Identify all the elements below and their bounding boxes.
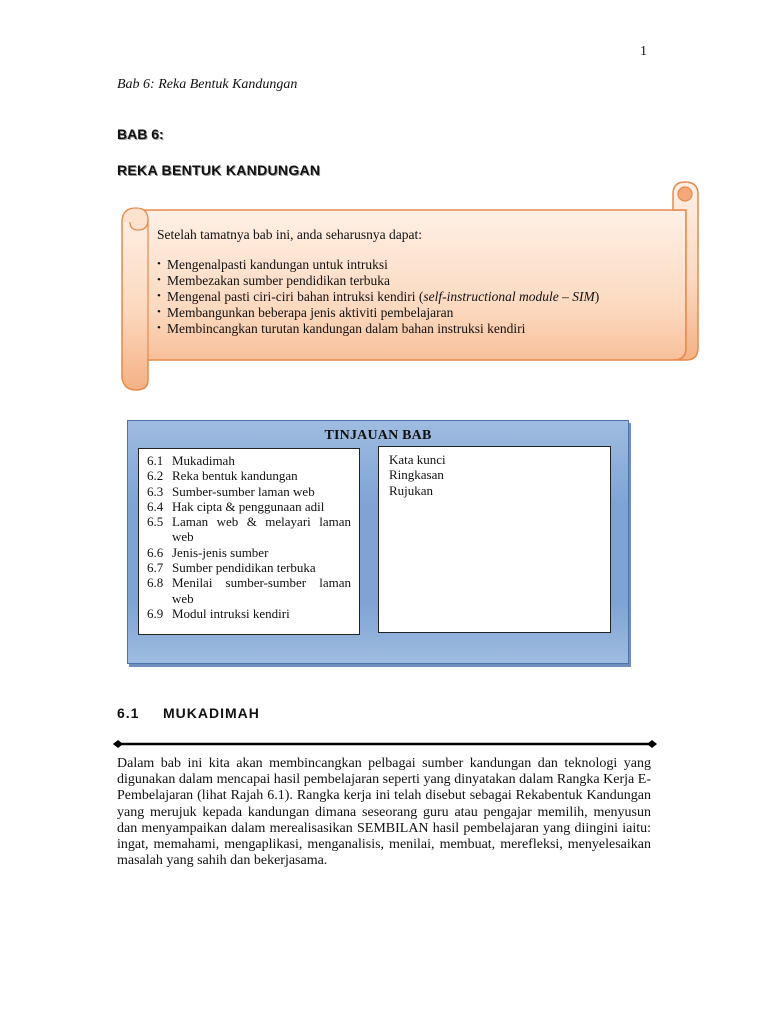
toc-item: 6.5 Laman web & melayari laman web <box>147 514 351 545</box>
chapter-review-box <box>127 420 629 664</box>
chapter-label: BAB 6: <box>117 126 164 142</box>
page-number: 1 <box>640 44 647 59</box>
objectives-text <box>157 227 687 337</box>
objective-item: • Membincangkan turutan kandungan dalam bahan instruksi kendiri <box>157 321 687 337</box>
toc-item: 6.3 Sumber-sumber laman web <box>147 483 315 499</box>
body-paragraph: Dalam bab ini kita akan membincangkan pelbagai sumber kandungan dan teknologi yang digunakan dalam mencapai hasil pembelajaran seperti yang dinyatakan dalam Rangka Kerja E-Pembelajaran (lihat Rajah 6.1). Rangka kerja ini telah disebut sebagai Rekabentuk Kandungan yang merujuk kepada kandungan dimana seseorang guru atau pengajar memilih, menyusun dan menyampaikan dalam merealisasikan SEMBILAN hasil pembelajaran yang diingini iaitu: ingat, memahami, mengaplikasi, menganalisis, menilai, membuat, merefleksi, menyelesaikan masalah yang sahih dan bekerjasama. <box>117 756 651 869</box>
objective-item: • Mengenalpasti kandungan untuk intruksi <box>157 257 687 273</box>
running-head: Bab 6: Reka Bentuk Kandungan <box>117 77 298 92</box>
objective-item: • Membezakan sumber pendidikan terbuka <box>157 273 687 289</box>
toc-item: 6.8 Menilai sumber-sumber laman web <box>147 575 351 606</box>
chapter-review-sections <box>138 448 360 635</box>
extra-item: Ringkasan <box>389 467 444 483</box>
objectives-list <box>157 257 687 337</box>
section-title: MUKADIMAH <box>163 705 260 721</box>
toc-item: 6.9 Modul intruksi kendiri <box>147 605 290 621</box>
toc-item: 6.1 Mukadimah <box>147 453 235 468</box>
chapter-review-title: TINJAUAN BAB <box>324 428 432 443</box>
toc-item: 6.6 Jenis-jenis sumber <box>147 544 269 560</box>
objective-italic-term: self-instructional module – SIM <box>423 289 595 304</box>
toc-item: 6.7 Sumber pendidikan terbuka <box>147 560 316 576</box>
objectives-intro: Setelah tamatnya bab ini, anda seharusnya dapat: <box>157 227 423 242</box>
extra-item: Kata kunci <box>389 452 446 467</box>
extra-item: Rujukan <box>389 482 434 498</box>
toc-item: 6.4 Hak cipta & penggunaan adil <box>147 498 325 514</box>
section-divider <box>113 738 657 750</box>
objective-item: • Mengenal pasti ciri-ciri bahan intruksi kendiri (self-instructional module – SIM) <box>157 289 687 305</box>
chapter-title: REKA BENTUK KANDUNGAN <box>117 162 321 178</box>
toc-item: 6.2 Reka bentuk kandungan <box>147 468 298 484</box>
section-number: 6.1 <box>117 705 140 721</box>
chapter-review-extras <box>378 446 611 633</box>
objective-item: • Membangunkan beberapa jenis aktiviti pembelajaran <box>157 305 687 321</box>
section-heading <box>117 705 260 721</box>
